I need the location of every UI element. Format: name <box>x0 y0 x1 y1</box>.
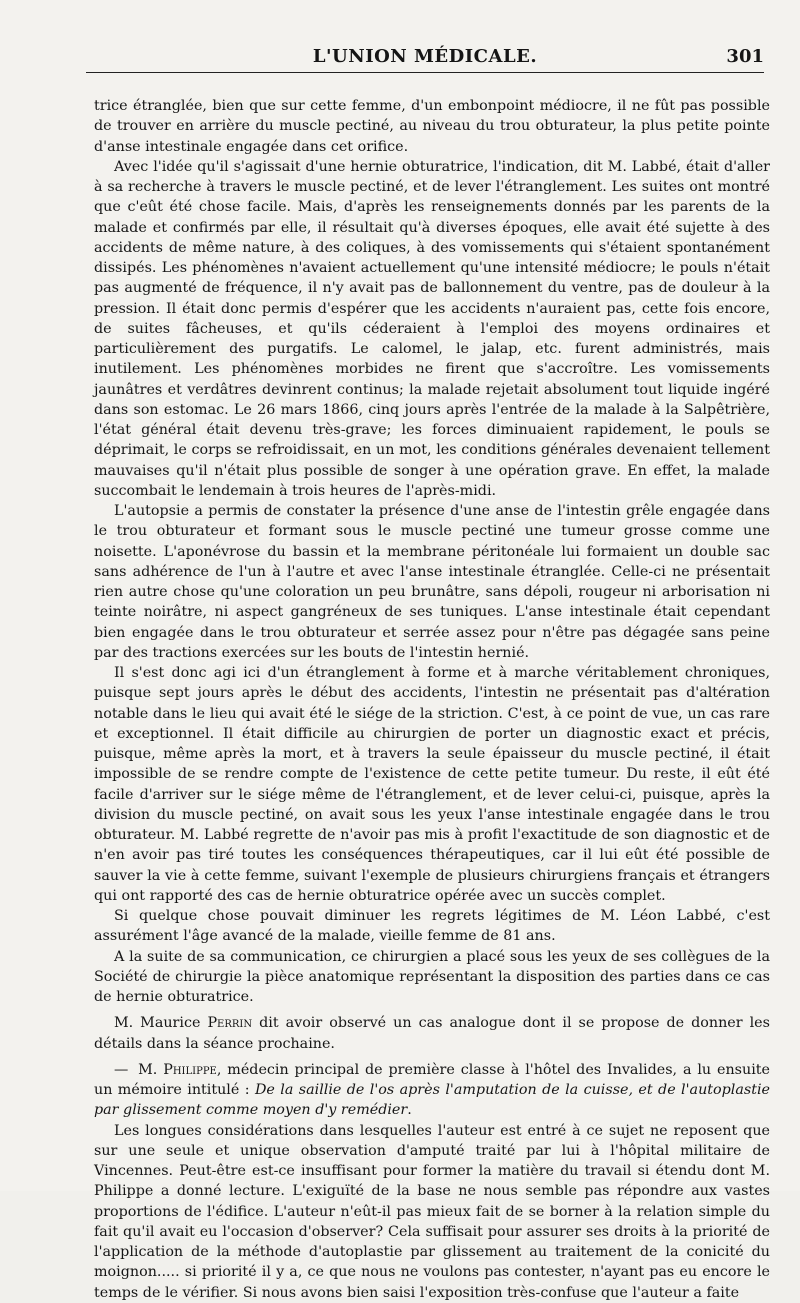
header-rule <box>86 72 764 73</box>
paragraph-communication: A la suite de sa communication, ce chirurgien a placé sous les yeux de ses collègues de la Société de chirurgie la pièce anatomique représentant la disposition des parties dans ce cas de hernie obturatrice. <box>94 948 770 1005</box>
paragraph-regrets: Si quelque chose pouvait diminuer les regrets légitimes de M. Léon Labbé, c'est assurément l'âge avancé de la malade, vieille femme de 81 ans. <box>94 908 770 945</box>
paragraph-autopsy: L'autopsie a permis de constater la présence d'une anse de l'intestin grêle engagée dans le trou obturateur et formant sous le muscle pectiné une tumeur grosse comme une noisette. L'aponévrose du bassin et la membrane péritonéale lui formaient un double sac sans adhérence de l'un à l'autre et avec l'anse intestinale étranglée. Celle-ci ne présentait rien autre chose qu'une coloration un peu brunâtre, sans dépoli, rougeur ni arborisation ni teinte noirâtre, ni aspect gangréneux de ses tuniques. L'anse intestinale était cependant bien engagée dans le trou obturateur et serrée assez pour n'être pas dégagée sans peine par des tractions exercées sur les bouts de l'intestin hernié. <box>94 503 770 661</box>
perrin-prefix: M. Maurice <box>114 1015 208 1032</box>
article-body <box>94 96 770 1303</box>
page-number: 301 <box>726 46 764 67</box>
perrin-name: Perrin <box>207 1015 253 1032</box>
paragraph-review: Les longues considérations dans lesquelles l'auteur est entré à ce sujet ne reposent que sur une seule et unique observation d'amputé traité par lui à l'hôpital militaire de Vincennes. Peut-être est-ce insuffisant pour former la matière du travail si étendu dont M. Philippe a donné lecture. L'exiguïté de la base ne nous semble pas répondre aux vastes proportions de l'édifice. L'auteur n'eût-il pas mieux fait de se borner à la relation simple du fait qu'il avait eu l'occasion d'observer? Cela suffisait pour assurer ses droits à la priorité de l'application de la méthode d'autoplastie par glissement au traitement de la conicité du moignon..... si priorité il y a, ce que nous ne voulons pas contester, n'ayant pas eu encore le temps de le vérifier. Si nous avons bien saisi l'exposition très-confuse que l'auteur a faite <box>94 1122 770 1301</box>
perrin-text: dit avoir observé un cas analogue dont il se propose de donner les détails dans la séance prochaine. <box>94 1015 770 1052</box>
philippe-end: . <box>407 1102 412 1119</box>
paragraph-perrin <box>94 1013 770 1054</box>
memoir-title: De la saillie de l'os après l'amputation de la cuisse, et de l'autoplastie par glissement comme moyen d'y remédier <box>94 1082 770 1119</box>
philippe-prefix: M. <box>132 1061 164 1078</box>
philippe-name: Philippe <box>163 1061 217 1078</box>
em-dash: — <box>114 1061 129 1078</box>
paragraph-chronic-strangulation: Il s'est donc agi ici d'un étranglement à forme et à marche véritablement chroniques, puisque sept jours après le début des accidents, l'intestin ne présentait pas d'altération notable dans le lieu qui avait été le siége de la striction. C'est, à ce point de vue, un cas rare et exceptionnel. Il était difficile au chirurgien de porter un diagnostic exact et précis, puisque, même après la mort, et à travers la seule épaisseur du muscle pectiné, il était impossible de se rendre compte de l'existence de cette petite tumeur. Du reste, il eût été facile d'arriver sur le siége même de l'étranglement, et de lever celui-ci, puisque, après la division du muscle pectiné, on avait sous les yeux l'anse intestinale engagée dans le trou obturateur. M. Labbé regrette de n'avoir pas mis à profit l'exactitude de son diagnostic et de n'en avoir pas tiré toutes les conséquences thérapeutiques, car il lui eût été possible de sauver la vie à cette femme, suivant l'exemple de plusieurs chirurgiens français et étrangers qui ont rapporté des cas de hernie obturatrice opérée avec un succès complet. <box>94 665 770 904</box>
philippe-text: , médecin principal de première classe à l'hôtel des Invalides, a lu ensuite un mémoire intitulé : <box>94 1061 770 1098</box>
journal-title: L'UNION MÉDICALE. <box>312 46 538 67</box>
paragraph-continuation: trice étranglée, bien que sur cette femme, d'un embonpoint médiocre, il ne fût pas possible de trouver en arrière du muscle pectiné, au niveau du trou obturateur, la plus petite pointe d'anse intestinale engagée dans cet orifice. <box>94 98 770 155</box>
paragraph-philippe <box>94 1060 770 1121</box>
paragraph-labbe-indication: Avec l'idée qu'il s'agissait d'une hernie obturatrice, l'indication, dit M. Labbé, était d'aller à sa recherche à travers le muscle pectiné, et de lever l'étranglement. Les suites ont montré que c'eût été chose facile. Mais, d'après les renseignements donnés par les parents de la malade et confirmés par elle, il résultait qu'à diverses époques, elle avait été sujette à des accidents de même nature, à des coliques, à des vomissements qui s'étaient spontanément dissipés. Les phénomènes n'avaient actuellement qu'une intensité médiocre; le pouls n'était pas augmenté de fréquence, il n'y avait pas de ballonnement du ventre, pas de douleur à la pression. Il était donc permis d'espérer que les accidents n'auraient pas, cette fois encore, de suites fâcheuses, et qu'ils céderaient à l'emploi des moyens ordinaires et particulièrement des purgatifs. Le calomel, le jalap, etc. furent administrés, mais inutilement. Les phénomènes morbides ne firent que s'accroître. Les vomissements jaunâtres et verdâtres devinrent continus; la malade rejetait absolument tout liquide ingéré dans son estomac. Le 26 mars 1866, cinq jours après l'entrée de la malade à la Salpêtrière, l'état général était devenu très-grave; les forces diminuaient rapidement, le pouls se déprimait, le corps se refroidissait, en un mot, les conditions générales devenaient tellement mauvaises qu'il n'était plus possible de songer à une opération grave. En effet, la malade succombait le lendemain à trois heures de l'après-midi. <box>94 158 770 499</box>
running-head <box>86 46 764 70</box>
